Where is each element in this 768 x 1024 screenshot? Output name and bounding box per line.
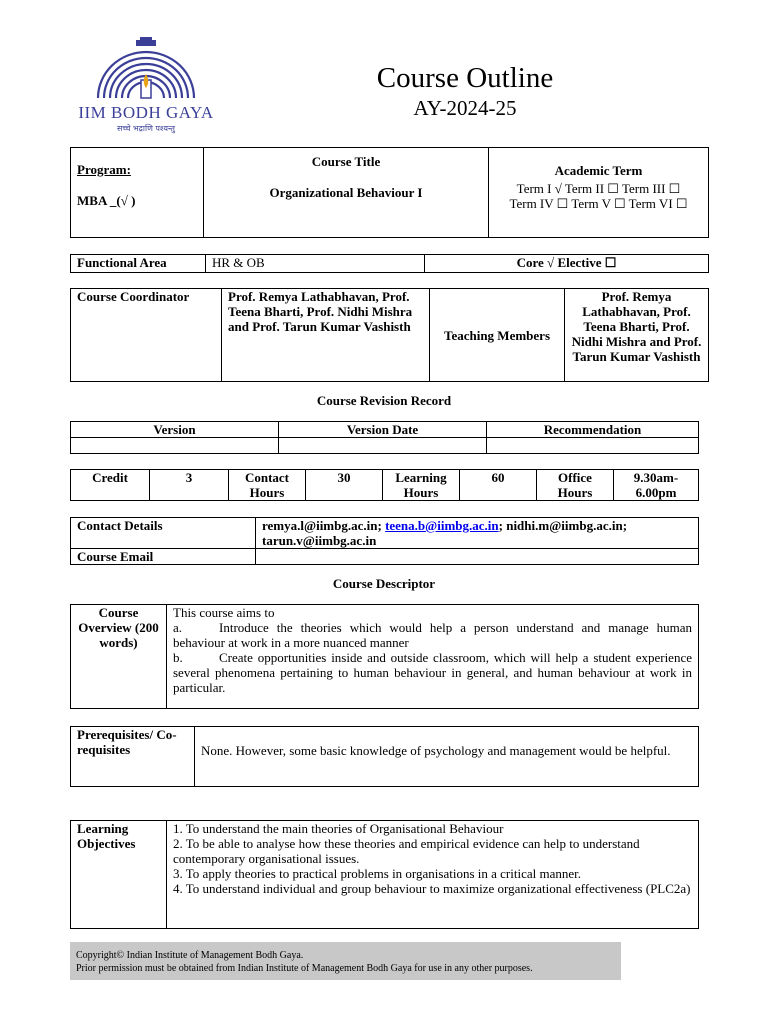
academic-term-cell — [489, 148, 709, 238]
copyright-line: Copyright© Indian Institute of Management Bodh Gaya. — [76, 950, 304, 961]
office-hours-label: Office Hours — [537, 470, 614, 501]
objectives-list — [167, 821, 699, 929]
academic-year: AY-2024-25 — [413, 96, 517, 120]
descriptor-heading: Course Descriptor — [332, 576, 436, 591]
version-cell — [71, 438, 279, 454]
objective-item: 3. To apply theories to practical problems in organisations in a critical manner. — [173, 866, 582, 881]
credit-value: 3 — [150, 470, 229, 501]
prereq-label: Prerequisites/ Co-requisites — [71, 727, 195, 787]
overview-b-marker: b. — [173, 650, 183, 665]
recommendation-header: Recommendation — [487, 422, 699, 438]
course-title-label: Course Title — [311, 154, 381, 169]
course-email-value — [256, 549, 699, 565]
page-title: Course Outline — [376, 62, 554, 94]
course-title-value: Organizational Behaviour I — [269, 185, 423, 200]
overview-table — [70, 604, 699, 709]
program-value: MBA _(√ ) — [77, 193, 136, 208]
functional-area-table — [70, 254, 709, 273]
coordinator-label: Course Coordinator — [71, 289, 222, 382]
contact-emails — [256, 518, 699, 549]
objective-item: 2. To be able to analyse how these theories and empirical evidence can help to understand contemporary organisational issues. — [173, 836, 640, 866]
coordinator-value: Prof. Remya Lathabhavan, Prof. Teena Bharti, Prof. Nidhi Mishra and Prof. Tarun Kumar Vashisth — [222, 289, 430, 382]
coordinator-table — [70, 288, 709, 382]
learning-hours-label: Learning Hours — [383, 470, 460, 501]
version-date-cell — [279, 438, 487, 454]
academic-term-label: Academic Term — [554, 163, 643, 178]
version-header: Version — [71, 422, 279, 438]
office-hours-value: 9.30am-6.00pm — [614, 470, 699, 501]
revision-table — [70, 421, 699, 454]
overview-a-marker: a. — [173, 620, 183, 635]
program-label: Program: — [77, 162, 131, 177]
logo-name: IIM BODH GAYA — [78, 103, 214, 122]
objective-item: 4. To understand individual and group behaviour to maximize organizational effectiveness (PLC2a) — [173, 881, 691, 896]
credit-label: Credit — [71, 470, 150, 501]
overview-text — [167, 605, 699, 709]
email-teena-link[interactable]: teena.b@iimbg.ac.in — [385, 518, 499, 533]
version-date-header: Version Date — [279, 422, 487, 438]
teaching-members-value: Prof. Remya Lathabhavan, Prof. Teena Bharti, Prof. Nidhi Mishra and Prof. Tarun Kumar Vashisth — [565, 289, 709, 382]
course-email-label: Course Email — [71, 549, 256, 565]
program-cell — [71, 148, 204, 238]
credit-table — [70, 469, 699, 501]
program-table — [70, 147, 709, 238]
overview-item-b — [173, 650, 692, 695]
iim-bodh-gaya-logo — [74, 36, 218, 133]
stupa-arches-icon — [74, 36, 218, 100]
prereq-table — [70, 726, 699, 787]
objective-item: 1. To understand the main theories of Organisational Behaviour — [173, 821, 504, 836]
copyright-footer — [70, 942, 621, 980]
contact-hours-label: Contact Hours — [229, 470, 306, 501]
overview-item-a — [173, 620, 692, 650]
objectives-table — [70, 820, 699, 929]
overview-b-text: Create opportunities inside and outside classroom, which will help a student experience several phenomena pertaining to human behaviour in general, and human behaviour at work in particular. — [173, 650, 692, 695]
contact-hours-value: 30 — [306, 470, 383, 501]
overview-a-text: Introduce the theories which would help a person understand and manage human behaviour at work in a more nuanced manner — [173, 620, 692, 650]
contact-details-label: Contact Details — [71, 518, 256, 549]
overview-label: Course Overview (200 words) — [71, 605, 167, 709]
contact-table — [70, 517, 699, 565]
teaching-members-label: Teaching Members — [430, 289, 565, 382]
logo-tagline: सच्चे भद्राणि पश्यन्तु — [117, 124, 175, 133]
recommendation-cell — [487, 438, 699, 454]
core-elective: Core √ Elective ☐ — [425, 255, 709, 273]
email-remya: remya.l@iimbg.ac.in; — [262, 518, 386, 533]
prereq-value: None. However, some basic knowledge of psychology and management would be helpful. — [195, 727, 699, 787]
permission-line: Prior permission must be obtained from Indian Institute of Management Bodh Gaya for use in any other purposes. — [76, 963, 533, 974]
functional-area-value: HR & OB — [206, 255, 425, 273]
academic-term-line2: Term IV ☐ Term V ☐ Term VI ☐ — [509, 196, 688, 211]
overview-intro: This course aims to — [173, 605, 275, 620]
functional-area-label: Functional Area — [71, 255, 206, 273]
academic-term-line1: Term I √ Term II ☐ Term III ☐ — [516, 181, 681, 196]
objectives-label: Learning Objectives — [71, 821, 167, 929]
course-title-cell — [204, 148, 489, 238]
revision-heading: Course Revision Record — [316, 393, 452, 408]
email-others: ; nidhi.m@iimbg.ac.in; tarun.v@iimbg.ac.in — [262, 518, 628, 548]
learning-hours-value: 60 — [460, 470, 537, 501]
